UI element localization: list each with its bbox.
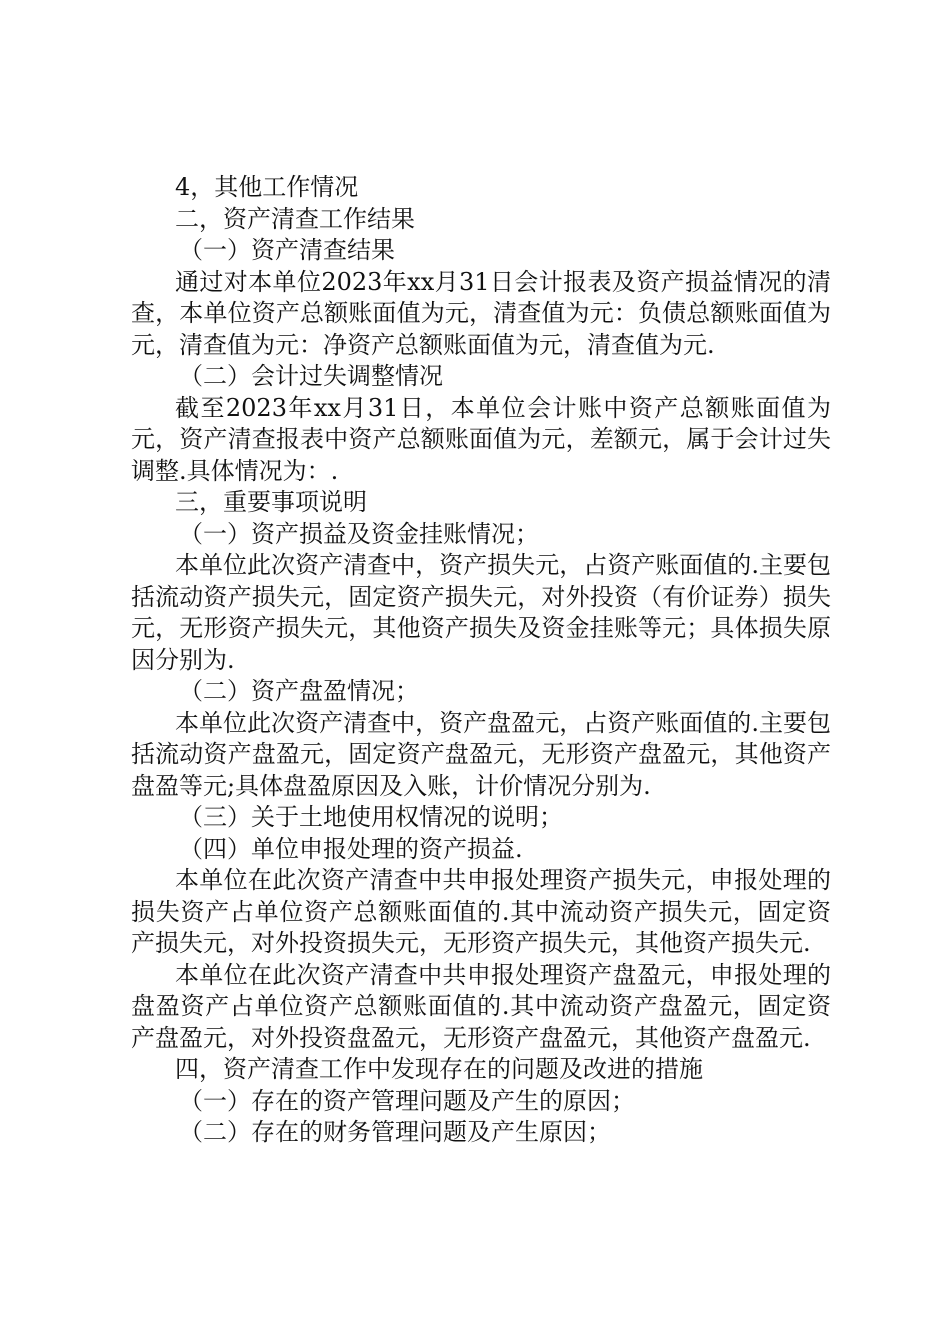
- paragraph-check-results: 通过对本单位2023年xx月31日会计报表及资产损益情况的清查，本单位资产总额账面值为元，清查值为元：负债总额账面值为元，清查值为元：净资产总额账面值为元，清查值为元.: [131, 267, 831, 359]
- subheading-check-results: （一）资产清查结果: [179, 236, 395, 264]
- paragraph-declared-surplus: 本单位在此次资产清查中共申报处理资产盘盈元，申报处理的盘盈资产占单位资产总额账面值的.其中流动资产盘盈元，固定资产盘盈元，对外投资盘盈元，无形资产盘盈元，其他资产盘盈元.: [131, 960, 831, 1052]
- paragraph-asset-surplus: 本单位此次资产清查中，资产盘盈元，占资产账面值的.主要包括流动资产盘盈元，固定资产盘盈元，无形资产盘盈元，其他资产盘盈等元;具体盘盈原因及入账，计价情况分别为.: [131, 708, 831, 800]
- document-body: [131, 172, 831, 1149]
- subheading-asset-management-problems: （一）存在的资产管理问题及产生的原因；: [179, 1086, 635, 1115]
- subheading-financial-management-problems: （二）存在的财务管理问题及产生原因；: [179, 1118, 611, 1146]
- section-heading-results: 二，资产清查工作结果: [175, 204, 415, 233]
- paragraph-asset-loss: 本单位此次资产清查中，资产损失元，占资产账面值的.主要包括流动资产损失元，固定资产损失元，对外投资（有价证券）损失元，无形资产损失元，其他资产损失及资金挂账等元；具体损失原因分别为.: [131, 551, 831, 674]
- subheading-land-use-rights: （三）关于土地使用权情况的说明；: [179, 803, 563, 831]
- section-heading-problems: 四，资产清查工作中发现存在的问题及改进的措施: [175, 1055, 703, 1083]
- subheading-accounting-adjustment: （二）会计过失调整情况: [179, 362, 443, 390]
- paragraph-accounting-adjustment: 截至2023年xx月31日，本单位会计账中资产总额账面值为元，资产清查报表中资产总额账面值为元，差额元，属于会计过失调整.具体情况为：.: [131, 393, 831, 485]
- subheading-declared-gains-losses: （四）单位申报处理的资产损益.: [179, 834, 523, 863]
- paragraph-declared-losses: 本单位在此次资产清查中共申报处理资产损失元，申报处理的损失资产占单位资产总额账面值的.其中流动资产损失元，固定资产损失元，对外投资损失元，无形资产损失元，其他资产损失元.: [131, 866, 831, 957]
- section-heading-important-matters: 三，重要事项说明: [175, 488, 367, 516]
- heading-other-work: 4，其他工作情况: [175, 173, 359, 201]
- subheading-asset-surplus: （二）资产盘盈情况；: [179, 677, 419, 705]
- subheading-asset-loss: （一）资产损益及资金挂账情况；: [179, 519, 539, 548]
